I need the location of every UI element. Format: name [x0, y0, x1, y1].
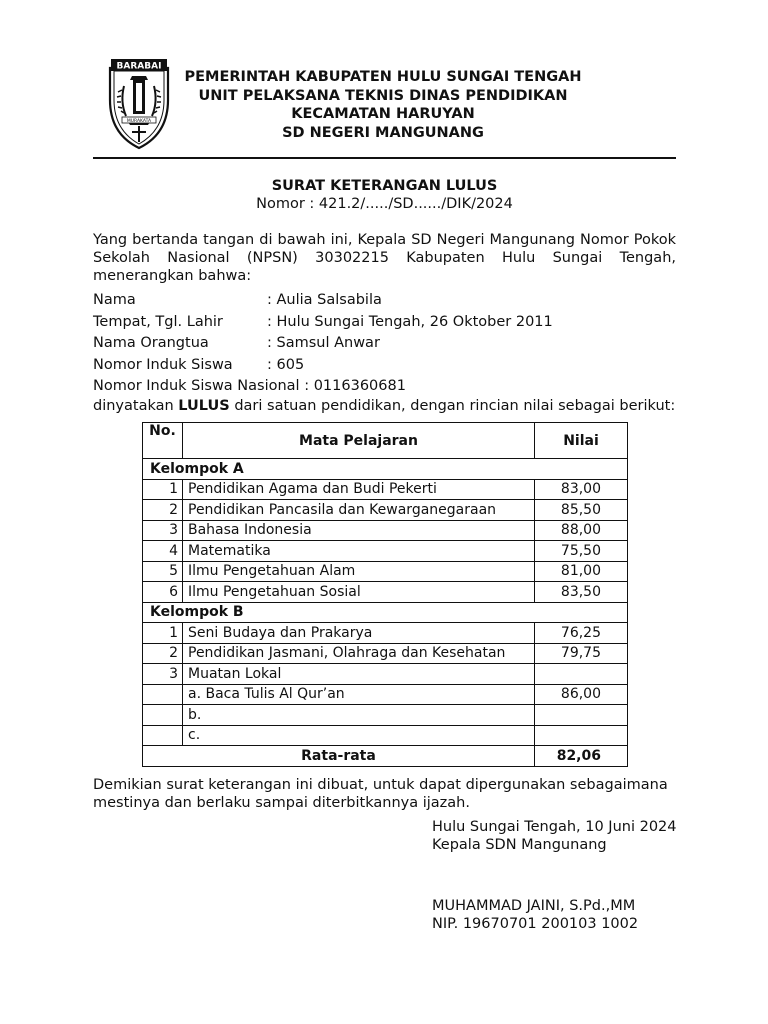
- row-score: 86,00: [535, 684, 628, 705]
- field-value: : 0116360681: [299, 378, 406, 394]
- svg-text:BARABAI: BARABAI: [116, 61, 162, 72]
- row-score: 85,50: [535, 500, 628, 521]
- row-no: [143, 684, 183, 705]
- row-score: 83,00: [535, 479, 628, 500]
- table-row: [143, 623, 628, 644]
- header-score: Nilai: [535, 423, 628, 459]
- table-row: [143, 705, 628, 726]
- table-row: [143, 582, 628, 603]
- row-no: [143, 705, 183, 726]
- field-row-birth: [93, 312, 676, 334]
- row-no: 4: [143, 541, 183, 562]
- letterhead-agency: UNIT PELAKSANA TEKNIS DINAS PENDIDIKAN: [198, 87, 568, 104]
- row-subject: Ilmu Pengetahuan Alam: [183, 561, 535, 582]
- row-no: 6: [143, 582, 183, 603]
- svg-text:MURAKATA: MURAKATA: [126, 119, 152, 124]
- graduation-statement: [93, 397, 675, 415]
- letterhead-school: SD NEGERI MANGUNANG: [282, 124, 484, 141]
- regency-crest-logo: [106, 56, 172, 152]
- field-label: Nomor Induk Siswa Nasional: [93, 378, 300, 394]
- document-number: Nomor : 421.2/...../SD....../DIK/2024: [256, 196, 513, 212]
- table-row: [143, 541, 628, 562]
- row-no: 1: [143, 479, 183, 500]
- row-no: [143, 725, 183, 746]
- row-no: 3: [143, 520, 183, 541]
- field-value: : Samsul Anwar: [267, 335, 380, 351]
- group-row: [143, 459, 628, 480]
- statement-prefix: dinyatakan: [93, 398, 179, 414]
- average-row: [143, 746, 628, 767]
- closing-paragraph: Demikian surat keterangan ini dibuat, untuk dapat dipergunakan sebagaimana mestinya dan berlaku sampai diterbitkannya ijazah.: [93, 777, 668, 811]
- signatory-name: MUHAMMAD JAINI, S.Pd.,MM: [432, 898, 636, 914]
- field-row-nisn: [93, 376, 676, 398]
- row-subject: Matematika: [183, 541, 535, 562]
- student-identity: [93, 290, 676, 398]
- row-score: 79,75: [535, 643, 628, 664]
- letterhead: [172, 68, 594, 142]
- field-label: Nomor Induk Siswa: [93, 356, 233, 373]
- letterhead-government: PEMERINTAH KABUPATEN HULU SUNGAI TENGAH: [184, 69, 582, 85]
- statement-suffix: dari satuan pendidikan, dengan rincian nilai sebagai berikut:: [229, 398, 676, 414]
- row-no: 2: [143, 643, 183, 664]
- row-no: 5: [143, 561, 183, 582]
- row-score: [535, 664, 628, 685]
- row-score: 75,50: [535, 541, 628, 562]
- row-score: [535, 705, 628, 726]
- row-subject: Pendidikan Jasmani, Olahraga dan Kesehatan: [183, 643, 535, 664]
- intro-paragraph: Yang bertanda tangan di bawah ini, Kepala SD Negeri Mangunang Nomor Pokok Sekolah Nasional (NPSN) 30302215 Kabupaten Hulu Sungai Tengah, menerangkan bahwa:: [93, 232, 676, 284]
- table-row: [143, 725, 628, 746]
- statement-status: LULUS: [178, 398, 230, 414]
- field-label: Tempat, Tgl. Lahir: [93, 313, 223, 330]
- row-score: 83,50: [535, 582, 628, 603]
- group-a-label: Kelompok A: [143, 459, 628, 480]
- row-score: 76,25: [535, 623, 628, 644]
- field-label: Nama: [93, 292, 136, 308]
- row-subject: Ilmu Pengetahuan Sosial: [183, 582, 535, 603]
- field-row-nis: [93, 355, 676, 377]
- grades-table: [142, 422, 628, 767]
- field-label: Nama Orangtua: [93, 335, 209, 351]
- table-row: [143, 643, 628, 664]
- signatory-nip: NIP. 19670701 200103 1002: [432, 916, 639, 932]
- row-subject: Pendidikan Agama dan Budi Pekerti: [183, 479, 535, 500]
- field-row-name: [93, 290, 676, 312]
- table-row: [143, 520, 628, 541]
- field-value: : Aulia Salsabila: [267, 292, 382, 308]
- row-score: [535, 725, 628, 746]
- row-subject: Muatan Lokal: [183, 664, 535, 685]
- row-score: 88,00: [535, 520, 628, 541]
- field-value: : Hulu Sungai Tengah, 26 Oktober 2011: [267, 313, 553, 330]
- table-header-row: [143, 423, 628, 459]
- table-row: [143, 664, 628, 685]
- row-subject: a. Baca Tulis Al Qur’an: [183, 684, 535, 705]
- row-no: 1: [143, 623, 183, 644]
- table-row: [143, 500, 628, 521]
- table-row: [143, 561, 628, 582]
- header-subject: Mata Pelajaran: [183, 423, 535, 459]
- table-row: [143, 479, 628, 500]
- group-b-label: Kelompok B: [143, 602, 628, 623]
- average-value: 82,06: [535, 746, 628, 767]
- average-label: Rata-rata: [143, 746, 535, 767]
- letterhead-district: KECAMATAN HARUYAN: [291, 106, 475, 122]
- group-row: [143, 602, 628, 623]
- row-subject: Pendidikan Pancasila dan Kewarganegaraan: [183, 500, 535, 521]
- row-subject: Seni Budaya dan Prakarya: [183, 623, 535, 644]
- row-subject: Bahasa Indonesia: [183, 520, 535, 541]
- row-no: 2: [143, 500, 183, 521]
- row-subject: b.: [183, 705, 535, 726]
- table-row: [143, 684, 628, 705]
- signature-role: Kepala SDN Mangunang: [432, 837, 607, 853]
- field-row-parent: [93, 333, 676, 355]
- row-no: 3: [143, 664, 183, 685]
- row-subject: c.: [183, 725, 535, 746]
- signature-place-date: Hulu Sungai Tengah, 10 Juni 2024: [432, 819, 677, 835]
- document-title: SURAT KETERANGAN LULUS: [271, 178, 498, 194]
- field-value: : 605: [267, 356, 305, 373]
- header-no: No.: [143, 423, 183, 459]
- row-score: 81,00: [535, 561, 628, 582]
- letterhead-divider: [93, 157, 676, 159]
